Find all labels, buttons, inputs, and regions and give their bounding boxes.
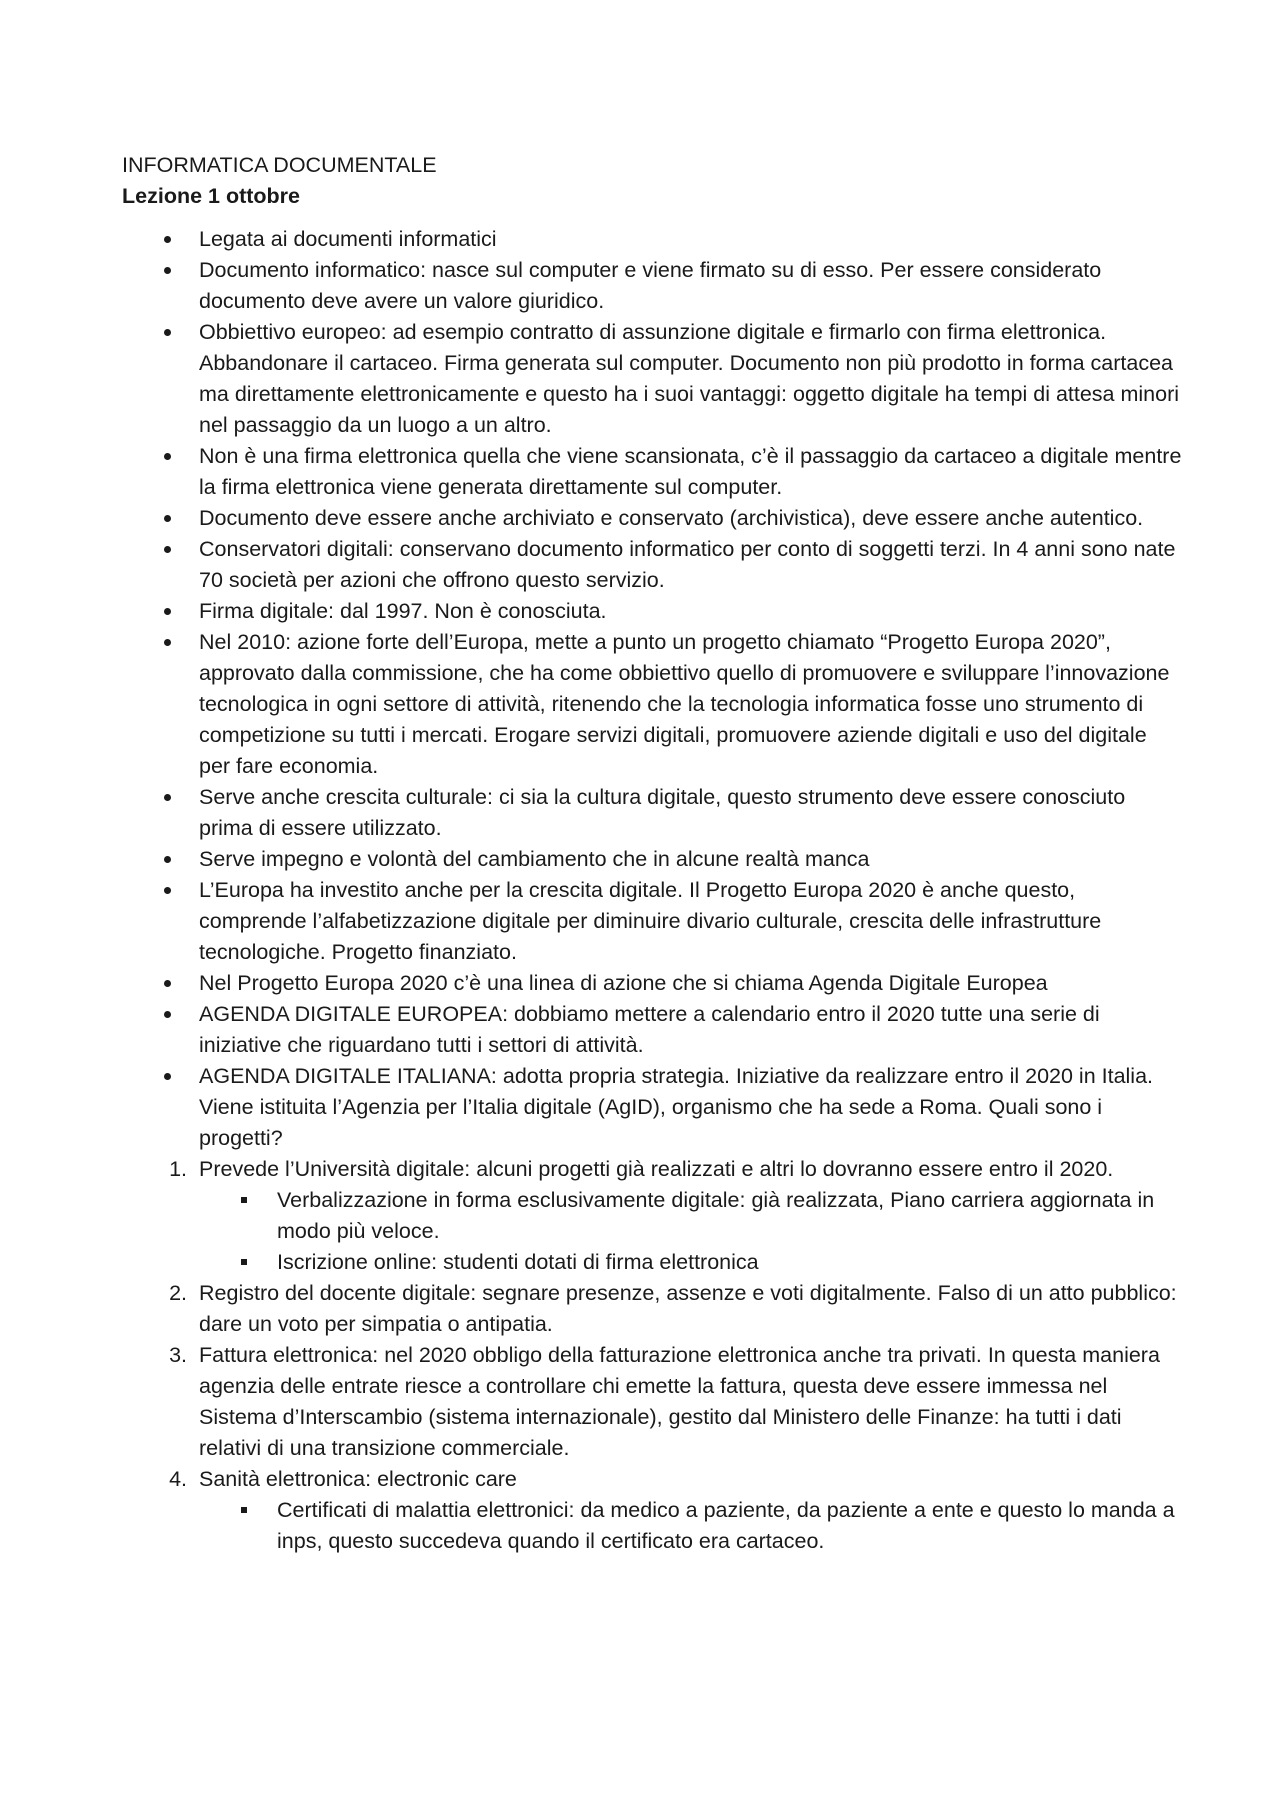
sub-text: Certificati di malattia elettronici: da medico a paziente, da paziente a ente e questo lo manda a inps, questo succedeva quando il certificato era cartaceo. — [277, 1498, 1175, 1553]
bullet-text: Conservatori digitali: conservano documento informatico per conto di soggetti terzi. In 4 anni sono nate 70 società per azioni che offrono questo servizio. — [199, 537, 1176, 592]
bullet-text: L’Europa ha investito anche per la crescita digitale. Il Progetto Europa 2020 è anche questo, comprende l’alfabetizzazione digitale per diminuire divario culturale, crescita delle infrastrutture tecnologiche. Progetto finanziato. — [199, 878, 1102, 964]
bullet-item — [122, 224, 1182, 255]
bullet-list — [122, 224, 1182, 1154]
bullet-item — [122, 255, 1182, 317]
numbered-item — [169, 1278, 1182, 1340]
item-number: 3. — [169, 1343, 187, 1367]
bullet-item — [122, 968, 1182, 999]
bullet-item — [122, 503, 1182, 534]
bullet-text: Non è una firma elettronica quella che viene scansionata, c’è il passaggio da cartaceo a digitale mentre la firma elettronica viene generata direttamente sul computer. — [199, 444, 1182, 499]
sub-text: Iscrizione online: studenti dotati di firma elettronica — [277, 1250, 759, 1274]
numbered-item — [169, 1340, 1182, 1464]
bullet-text: Documento informatico: nasce sul computer e viene firmato su di esso. Per essere considerato documento deve avere un valore giuridico. — [199, 258, 1102, 313]
lesson-subtitle: Lezione 1 ottobre — [122, 184, 300, 208]
numbered-text: Sanità elettronica: electronic care — [199, 1467, 517, 1491]
numbered-text: Fattura elettronica: nel 2020 obbligo della fatturazione elettronica anche tra privati. In questa maniera agenzia delle entrate riesce a controllare chi emette la fattura, questa deve essere immessa nel Sistema d’Interscambio (sistema internazionale), gestito dal Ministero delle Finanze: ha tutti i dati relativi di una transizione commerciale. — [199, 1343, 1160, 1460]
bullet-dot-icon — [164, 1073, 171, 1080]
bullet-text: Nel Progetto Europa 2020 c’è una linea di azione che si chiama Agenda Digitale Europea — [199, 971, 1048, 995]
bullet-dot-icon — [164, 980, 171, 987]
bullet-dot-icon — [164, 639, 171, 646]
bullet-dot-icon — [164, 794, 171, 801]
item-number: 1. — [169, 1157, 187, 1181]
numbered-item — [169, 1464, 1182, 1557]
bullet-text: Obbiettivo europeo: ad esempio contratto di assunzione digitale e firmarlo con firma elettronica. Abbandonare il cartaceo. Firma generata sul computer. Documento non più prodotto in forma cartacea ma direttamente elettronicamente e questo ha i suoi vantaggi: oggetto digitale ha tempi di attesa minori nel passaggio da un luogo a un altro. — [199, 320, 1180, 437]
bullet-item — [122, 844, 1182, 875]
numbered-item — [169, 1154, 1182, 1278]
bullet-dot-icon — [164, 515, 171, 522]
bullet-text: Documento deve essere anche archiviato e conservato (archivistica), deve essere anche autentico. — [199, 506, 1144, 530]
bullet-item — [122, 441, 1182, 503]
bullet-dot-icon — [164, 856, 171, 863]
projects-container — [122, 1154, 1182, 1557]
bullet-text: Legata ai documenti informatici — [199, 227, 497, 251]
sub-item — [199, 1495, 1182, 1557]
sub-list — [199, 1185, 1182, 1278]
bullet-dot-icon — [164, 608, 171, 615]
numbered-text: Registro del docente digitale: segnare presenze, assenze e voti digitalmente. Falso di un atto pubblico: dare un voto per simpatia o antipatia. — [199, 1281, 1177, 1336]
square-bullet-icon — [241, 1507, 247, 1513]
bullet-text: Serve anche crescita culturale: ci sia la cultura digitale, questo strumento deve essere conosciuto prima di essere utilizzato. — [199, 785, 1126, 840]
document-title: INFORMATICA DOCUMENTALE — [122, 153, 437, 177]
document-page — [122, 150, 1182, 1557]
sub-list — [199, 1495, 1182, 1557]
agenda-projects — [122, 1154, 1182, 1557]
bullet-text: Nel 2010: azione forte dell’Europa, mette a punto un progetto chiamato “Progetto Europa 2020”, approvato dalla commissione, che ha come obbiettivo quello di promuovere e sviluppare l’innovazione tecnologica in ogni settore di attività, ritenendo che la tecnologia informatica fosse uno strumento di competizione su tutti i mercati. Erogare servizi digitali, promuovere aziende digitali e uso del digitale per fare economia. — [199, 630, 1170, 778]
item-number: 4. — [169, 1467, 187, 1491]
sub-item — [199, 1247, 1182, 1278]
bullet-item — [122, 1061, 1182, 1154]
bullet-text: Serve impegno e volontà del cambiamento che in alcune realtà manca — [199, 847, 870, 871]
bullet-dot-icon — [164, 1011, 171, 1018]
bullet-dot-icon — [164, 329, 171, 336]
bullet-dot-icon — [164, 236, 171, 243]
numbered-list — [169, 1154, 1182, 1557]
bullet-item — [122, 999, 1182, 1061]
bullet-text: AGENDA DIGITALE ITALIANA: adotta propria strategia. Iniziative da realizzare entro il 2020 in Italia. Viene istituita l’Agenzia per l’Italia digitale (AgID), organismo che ha sede a Roma. Quali sono i progetti? — [199, 1064, 1154, 1150]
sub-item — [199, 1185, 1182, 1247]
numbered-text: Prevede l’Università digitale: alcuni progetti già realizzati e altri lo dovranno essere entro il 2020. — [199, 1157, 1114, 1181]
bullet-item — [122, 596, 1182, 627]
item-number: 2. — [169, 1281, 187, 1305]
bullet-text: Firma digitale: dal 1997. Non è conosciuta. — [199, 599, 607, 623]
bullet-item — [122, 627, 1182, 782]
bullet-dot-icon — [164, 546, 171, 553]
sub-text: Verbalizzazione in forma esclusivamente digitale: già realizzata, Piano carriera aggiornata in modo più veloce. — [277, 1188, 1155, 1243]
bullet-dot-icon — [164, 887, 171, 894]
bullet-item — [122, 875, 1182, 968]
bullet-item — [122, 317, 1182, 441]
square-bullet-icon — [241, 1259, 247, 1265]
bullet-dot-icon — [164, 453, 171, 460]
bullet-text: AGENDA DIGITALE EUROPEA: dobbiamo mettere a calendario entro il 2020 tutte una serie di iniziative che riguardano tutti i settori di attività. — [199, 1002, 1100, 1057]
bullet-item — [122, 782, 1182, 844]
bullet-item — [122, 534, 1182, 596]
square-bullet-icon — [241, 1197, 247, 1203]
bullet-dot-icon — [164, 267, 171, 274]
